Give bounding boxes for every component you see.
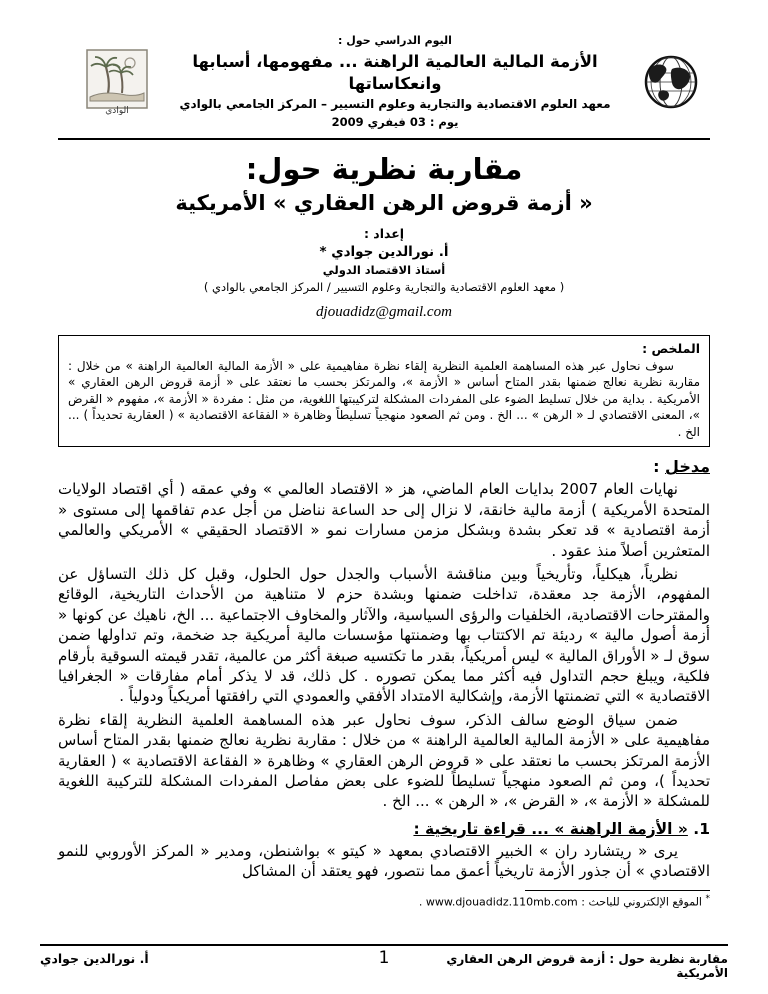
footnote-text-line xyxy=(58,894,710,909)
intro-heading-colon: : xyxy=(653,457,666,477)
globe-icon xyxy=(642,53,700,111)
document-header xyxy=(0,0,768,130)
globe-logo xyxy=(642,53,700,111)
paragraph-1: نهايات العام 2007 بدايات العام الماضي، هز « الاقتصاد العالمي » وفي عمقه ( أي اقتصاد الولايات المتحدة الأمريكية ) أزمة مالية خانقة، لا نزال إلى حد الساعة نناضل من أجل عدم تفاقمها إلى مستوى « أزمة اقتصادية » قد تعكر بشدة وبشكل مزمن مسارات نمو « الاقتصاد الحقيقي » الأمريكي والعالمي المتعثرين أصلاً منذ عقود . xyxy=(58,480,710,560)
event-date: يوم : 03 فيفري 2009 xyxy=(331,114,459,129)
intro-heading xyxy=(58,457,710,476)
author-name: أ. نورالدين جوادي * xyxy=(319,243,449,260)
prepared-by-label: إعداد : xyxy=(363,225,405,241)
author-role: أستاذ الاقتصاد الدولي xyxy=(322,263,446,278)
author-block xyxy=(58,225,710,324)
paper-title-line1: مقاربة نظرية حول: xyxy=(245,151,523,186)
palm-tree-logo-icon xyxy=(86,49,148,115)
intro-heading-word: مدخل xyxy=(665,457,710,477)
section-1-heading xyxy=(58,820,710,838)
footnote-text: الموقع الإلكتروني للباحث : www.djouadidz.110mb.com . xyxy=(418,895,702,909)
footnote-marker: * xyxy=(705,894,710,904)
study-day-label: اليوم الدراسي حول : xyxy=(338,34,452,47)
footnote-separator xyxy=(525,890,710,891)
footnote-area xyxy=(58,890,710,909)
section-1-title: « الأزمة الراهنة » ... قراءة تاريخية : xyxy=(413,819,688,838)
document-body xyxy=(0,152,768,882)
paper-title-line2: « أزمة قروض الرهن العقاري » الأمريكية xyxy=(175,190,593,215)
page-footer xyxy=(40,944,728,980)
event-title: الأزمة المالية العالمية الراهنة ... مفهومها، أسبابها وانعكاساتها xyxy=(192,52,598,93)
author-affiliation: ( معهد العلوم الاقتصادية والتجارية وعلوم التسيير / المركز الجامعي بالوادي ) xyxy=(203,280,565,295)
author-email: djouadidz@gmail.com xyxy=(316,303,452,320)
header-divider xyxy=(58,138,710,140)
paragraph-3: ضمن سياق الوضع سالف الذكر، سوف نحاول عبر هذه المساهمة العلمية النظرية إلقاء نظرة مفاهيمية على « الأزمة المالية العالمية الراهنة » من خلال : مقاربة نظرية نعالج ضمنها بقدر المتاح أساس الأزمة المرتكز بحسب ما نعتقد على « قروض الرهن العقاري » وظاهرة « الفقاعة الاقتصادية » ( العقارية تحديداً )، ومن ثم الصعود منهجياً تسليطاً للضوء على بعض مفاصل المفردات المشكلة للتركيبة اللغوية للمشكلة « الأزمة »، « القرض »، « الرهن » ... الخ . xyxy=(58,710,710,811)
footer-author: أ. نورالدين جوادي xyxy=(40,951,149,966)
footer-row xyxy=(40,948,728,980)
institute-name: معهد العلوم الاقتصادية والتجارية وعلوم التسيير – المركز الجامعي بالوادي xyxy=(179,97,611,112)
abstract-box xyxy=(58,335,710,447)
footer-running-title: مقاربة نظرية حول : أزمة قروض الرهن العقاري الأمريكية xyxy=(446,952,728,980)
paragraph-2: نظرياً، هيكلياً، وتأريخياً وبين مناقشة الأسباب والجدل حول الحلول، وقبل كل ذلك التساؤل عن المفهوم، الأزمة جد معقدة، تداخلت ضمنها وبشدة حزم لا متناهية من الأحداث التاريخية، الوقائع والمقترحات الاقتصادية، الخلفيات والرؤى السياسية، والآثار والمخاوف الاجتماعية ... الخ، ناهيك عن كونها « أزمة أصول مالية » رديئة تم الاكتتاب بها وضمنتها مؤسسات مالية أمريكية جد ضخمة، وتم تداولها ضمن سوق لـ « الأوراق المالية » ليس أمريكياً، بقدر ما تكتسيه صبغة أكثر من عالمية، تقدر قيمته السوقية بأرقام فلكية، ويبلغ حجم التداول فيه أكثر مما يمكن تصوره . كل ذلك، قد لا يذكر أمام مفارقات « الجغرافيا الاقتصادية » التي تضمنتها الأزمة، وإشكالية الامتداد الأفقي والعمودي التي رافقتها أمريكياً ودولياً . xyxy=(58,565,710,706)
institute-logo xyxy=(86,49,148,115)
logo-caption: الوادي xyxy=(105,105,129,115)
abstract-label: الملخص : xyxy=(642,341,700,357)
header-text-block xyxy=(158,34,632,130)
abstract-text: سوف نحاول عبر هذه المساهمة العلمية النظرية إلقاء نظرة مفاهيمية على « الأزمة المالية العالمية الراهنة » من خلال : مقاربة نظرية نعالج ضمنها بقدر المتاح أساس « الأزمة »، والمرتكز بحسب ما نعتقد على « أزمة قروض الرهن العقاري » الأمريكية . بداية من خلال تسليط الضوء على المفردات المشكلة لتركيبتها اللغوية، من مثل : مفردة « الأزمة »، مفهوم « القرض »، المعنى الاقتصادي لـ « الرهن » ... الخ . ومن ثم الصعود منهجياً تسليطاً وظاهرة « الفقاعة الاقتصادية » ( العقارية تحديداً ) ... الخ . xyxy=(68,358,700,439)
paragraph-4: يرى « ريتشارد ران » الخبير الاقتصادي بمعهد « كيتو » بواشنطن، ومدير « المركز الأوروبي للنمو الاقتصادي » أن جذور الأزمة تاريخياً أعمق مما نتصور، فهو يعتقد أن المشاكل xyxy=(58,841,710,881)
footer-divider xyxy=(40,944,728,946)
page-number: 1 xyxy=(378,948,390,968)
section-1-number: 1. xyxy=(687,819,710,838)
